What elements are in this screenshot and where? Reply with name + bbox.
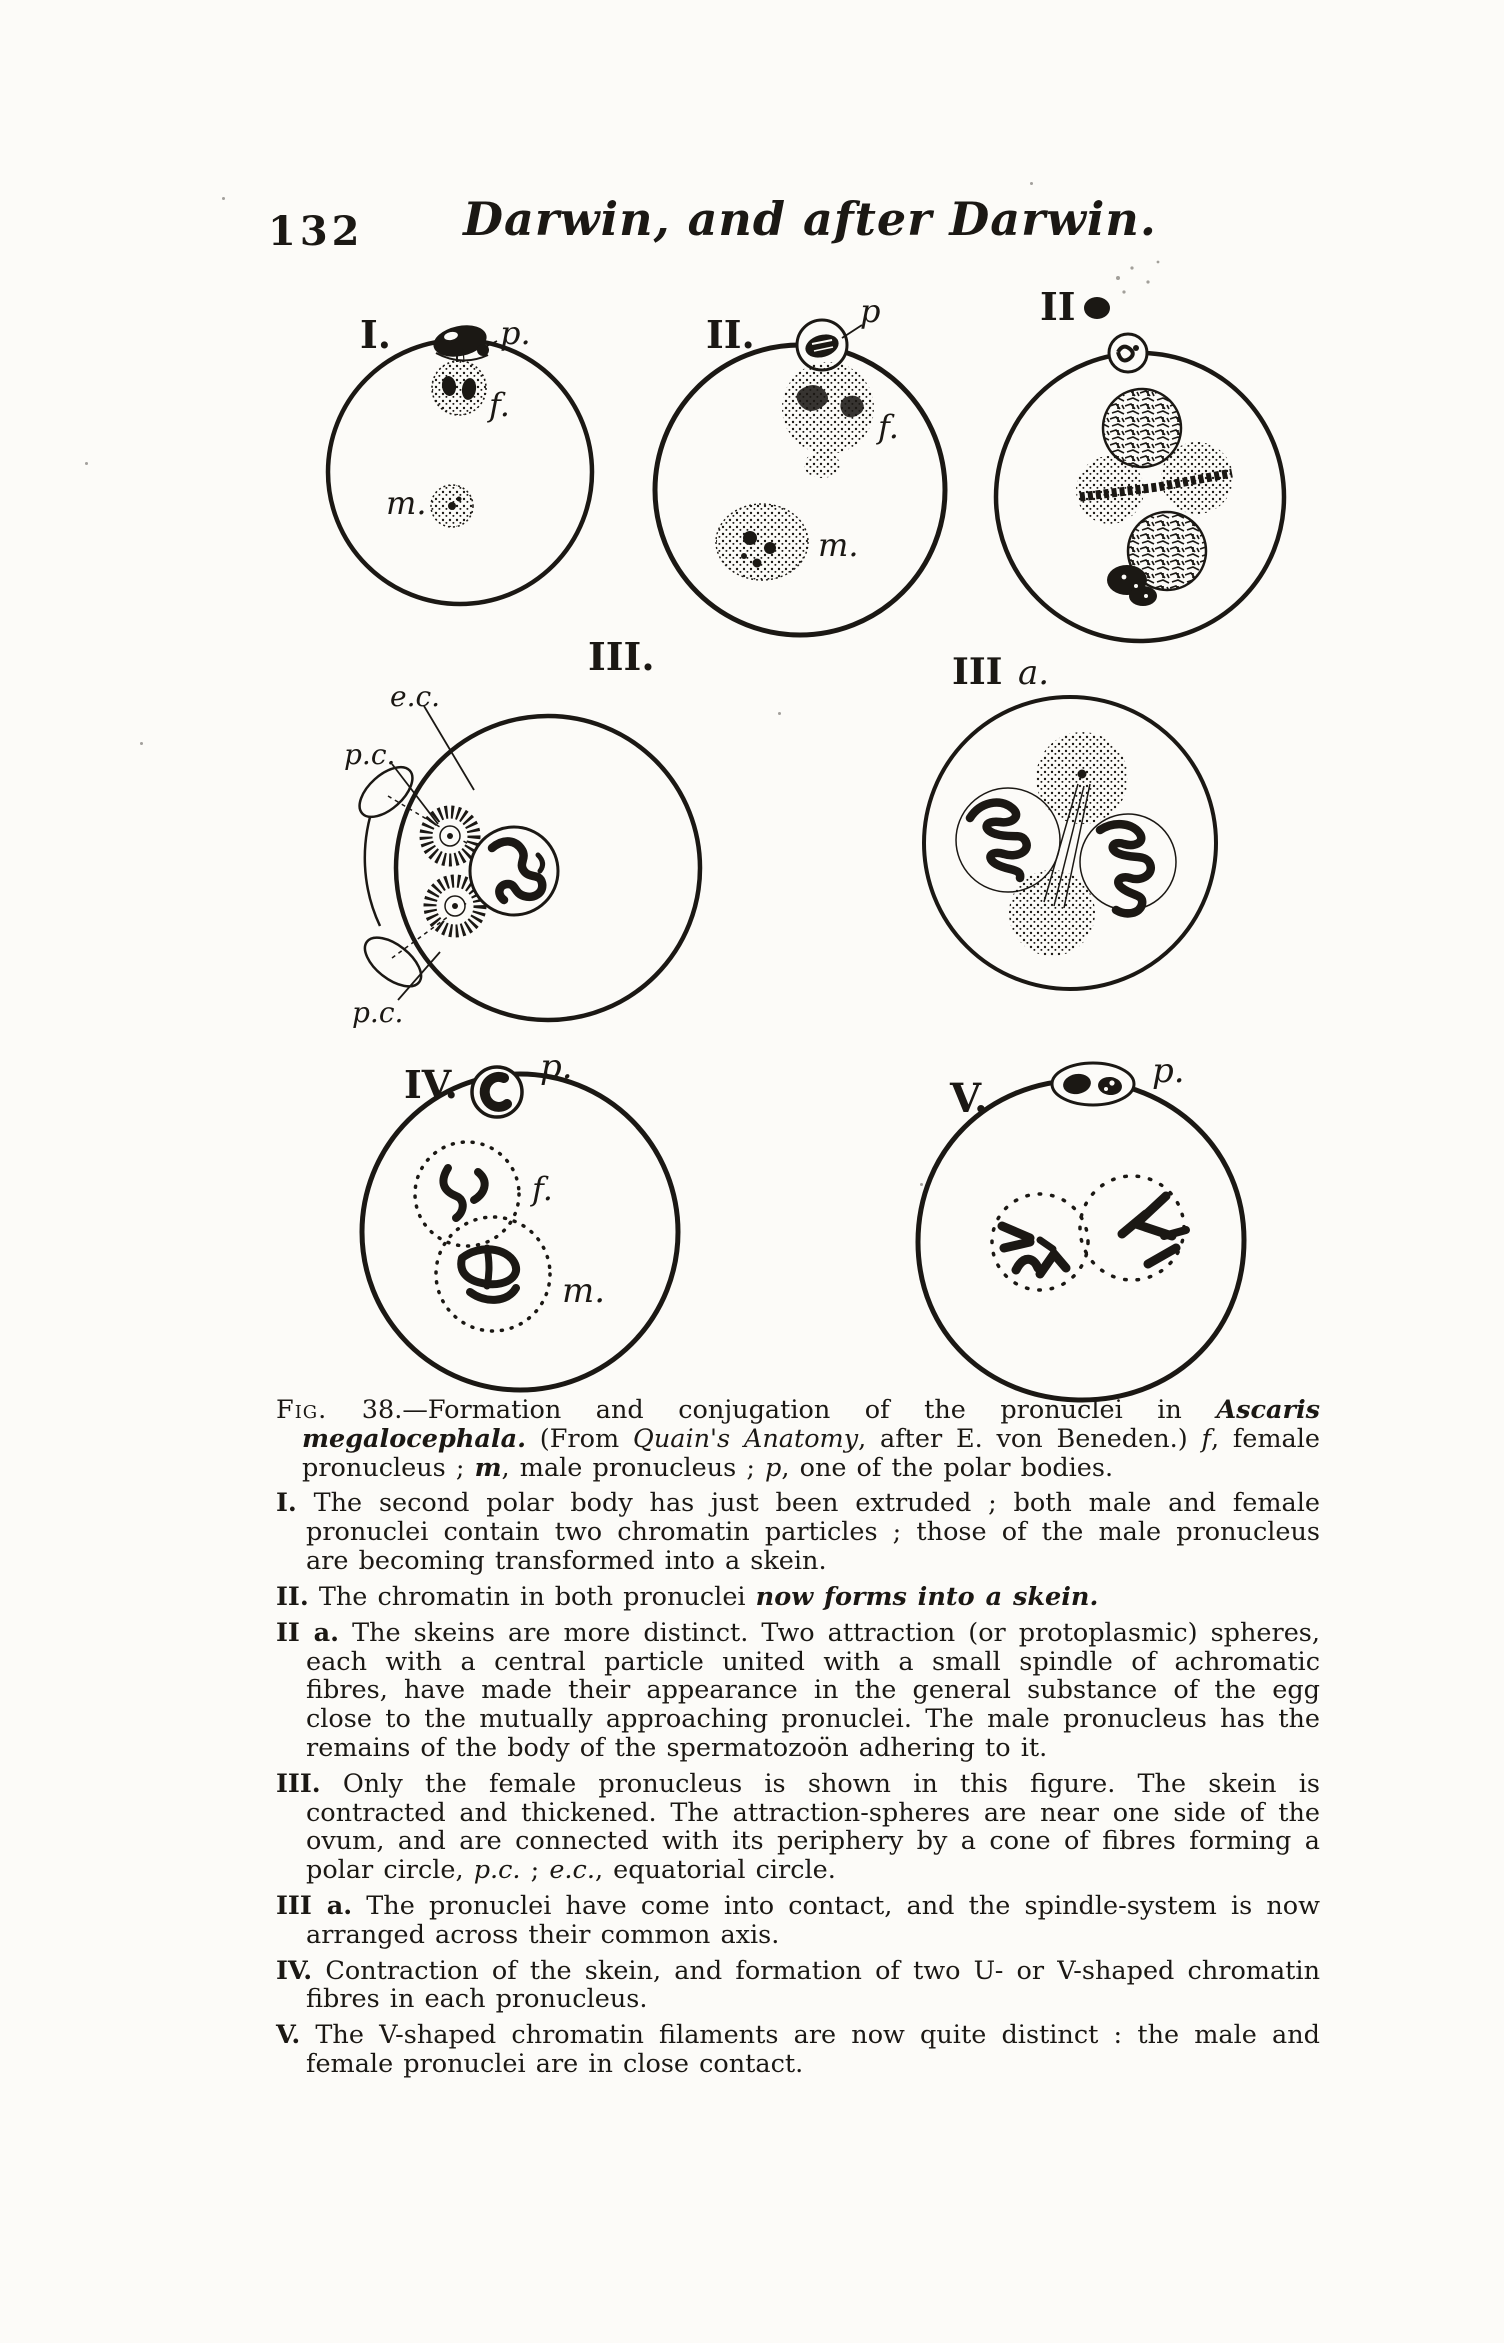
- marker-p: p: [860, 292, 881, 330]
- pronucleus-right: [1080, 814, 1176, 913]
- diagram-label-ii-a: II: [1040, 284, 1076, 329]
- marker-pc-lower: p.c.: [352, 996, 404, 1029]
- marker-f: f.: [532, 1170, 553, 1208]
- marker-p: p.: [540, 1047, 573, 1087]
- male-pronucleus: [1080, 1176, 1186, 1280]
- marker-f: f.: [489, 386, 510, 424]
- diagram-ii-a: [996, 261, 1284, 641]
- diagram-label-iii-a-suffix: a.: [1018, 653, 1050, 693]
- pronucleus-left: [956, 788, 1060, 892]
- female-pronucleus: [415, 1142, 519, 1246]
- page-number: 132: [268, 208, 364, 255]
- diagram-label-iii: III.: [588, 634, 655, 679]
- diagram-iv: [362, 1047, 678, 1390]
- attraction-sphere-left: [1076, 456, 1144, 524]
- marker-pc-upper: p.c.: [344, 738, 396, 771]
- attraction-sphere-right: [1161, 442, 1233, 514]
- periphery-fold: [365, 804, 380, 926]
- figure-legend-items: [276, 1489, 1320, 2078]
- legend-item: I. The second polar body has just been extruded ; both male and female pronuclei contain two chromatin particles ; those of the male pronucleus are becoming transformed into a skein.: [276, 1488, 1321, 1577]
- female-pronucleus: [470, 827, 558, 915]
- marker-p: p.: [500, 314, 531, 352]
- legend-item: V. The V-shaped chromatin filaments are now quite distinct : the male and female pronuclei are in close contact.: [276, 2020, 1321, 2080]
- legend-item: IV. Contraction of the skein, and formation of two U- or V-shaped chromatin fibres in each pronucleus.: [276, 1955, 1321, 2015]
- diagram-label-ii-a-blot: [1084, 297, 1110, 319]
- legend-item-label: III.: [276, 1768, 321, 1799]
- marker-f: f.: [878, 408, 899, 446]
- legend-item-label: II.: [276, 1581, 309, 1612]
- diagram-label-iii-a: III: [952, 651, 1003, 693]
- polar-body: [1052, 1063, 1134, 1105]
- diagram-ii: [655, 292, 945, 635]
- legend-item-label: V.: [276, 2020, 301, 2051]
- diagram-label-iv: IV.: [404, 1062, 458, 1107]
- legend-item-label: IV.: [276, 1955, 313, 1986]
- male-pronucleus: [431, 485, 473, 527]
- female-pronucleus: [992, 1194, 1088, 1290]
- female-pronucleus: [782, 362, 874, 478]
- legend-item-label: I.: [276, 1488, 297, 1519]
- ec-leader: [424, 706, 474, 790]
- marker-p: p.: [1152, 1051, 1185, 1091]
- legend-item: III. Only the female pronucleus is shown in this figure. The skein is contracted and thickened. The attraction-spheres are near one side of the ovum, and are connected with its periphery by a cone of fibres forming a polar circle, p.c. ; e.c., equatorial circle.: [276, 1768, 1320, 1886]
- marker-ec: e.c.: [390, 680, 441, 713]
- legend-item-label: III a.: [276, 1891, 353, 1921]
- polar-body: [1109, 334, 1147, 372]
- running-title: Darwin, and after Darwin.: [463, 192, 1157, 246]
- figure-caption: Fig. 38.—Formation and conjugation of the pronuclei in Ascaris megalocephala. (From Quain's Anatomy, after E. von Beneden.) f, female pronucleus ; m, male pronucleus ; p, one of the polar bodies.: [276, 1395, 1320, 1483]
- diagram-iii-a: [924, 651, 1216, 989]
- legend-item: II a. The skeins are more distinct. Two attraction (or protoplasmic) spheres, each with a central particle united with a small spindle of achromatic fibres, have made their appearance in the general substance of the egg close to the mutually approaching pronuclei. The male pronucleus has the remains of the body of the spermatozoön adhering to it.: [276, 1617, 1320, 1763]
- marker-m: m.: [386, 484, 427, 522]
- egg-outline: [362, 1074, 678, 1390]
- figure-legend: [276, 1396, 1320, 2086]
- diagram-label-i: I.: [360, 312, 392, 357]
- marker-m: m.: [562, 1271, 606, 1311]
- diagram-iii: [344, 634, 700, 1029]
- attraction-sphere-lower: [1009, 870, 1095, 956]
- legend-item-label: II a.: [276, 1617, 340, 1648]
- male-pronucleus: [436, 1217, 550, 1331]
- diagram-i: [328, 312, 592, 604]
- legend-item: II. The chromatin in both pronuclei now forms into a skein.: [276, 1581, 1099, 1612]
- marker-m: m.: [818, 526, 859, 564]
- diagram-v: [918, 1051, 1244, 1400]
- legend-item: III a. The pronuclei have come into contact, and the spindle-system is now arranged across their common axis.: [276, 1891, 1320, 1950]
- polar-body: [472, 1067, 522, 1117]
- pencil-specks: [1116, 261, 1159, 294]
- diagram-label-ii: II.: [706, 312, 755, 357]
- male-pronucleus: [716, 504, 808, 580]
- diagram-label-v: V.: [950, 1075, 988, 1122]
